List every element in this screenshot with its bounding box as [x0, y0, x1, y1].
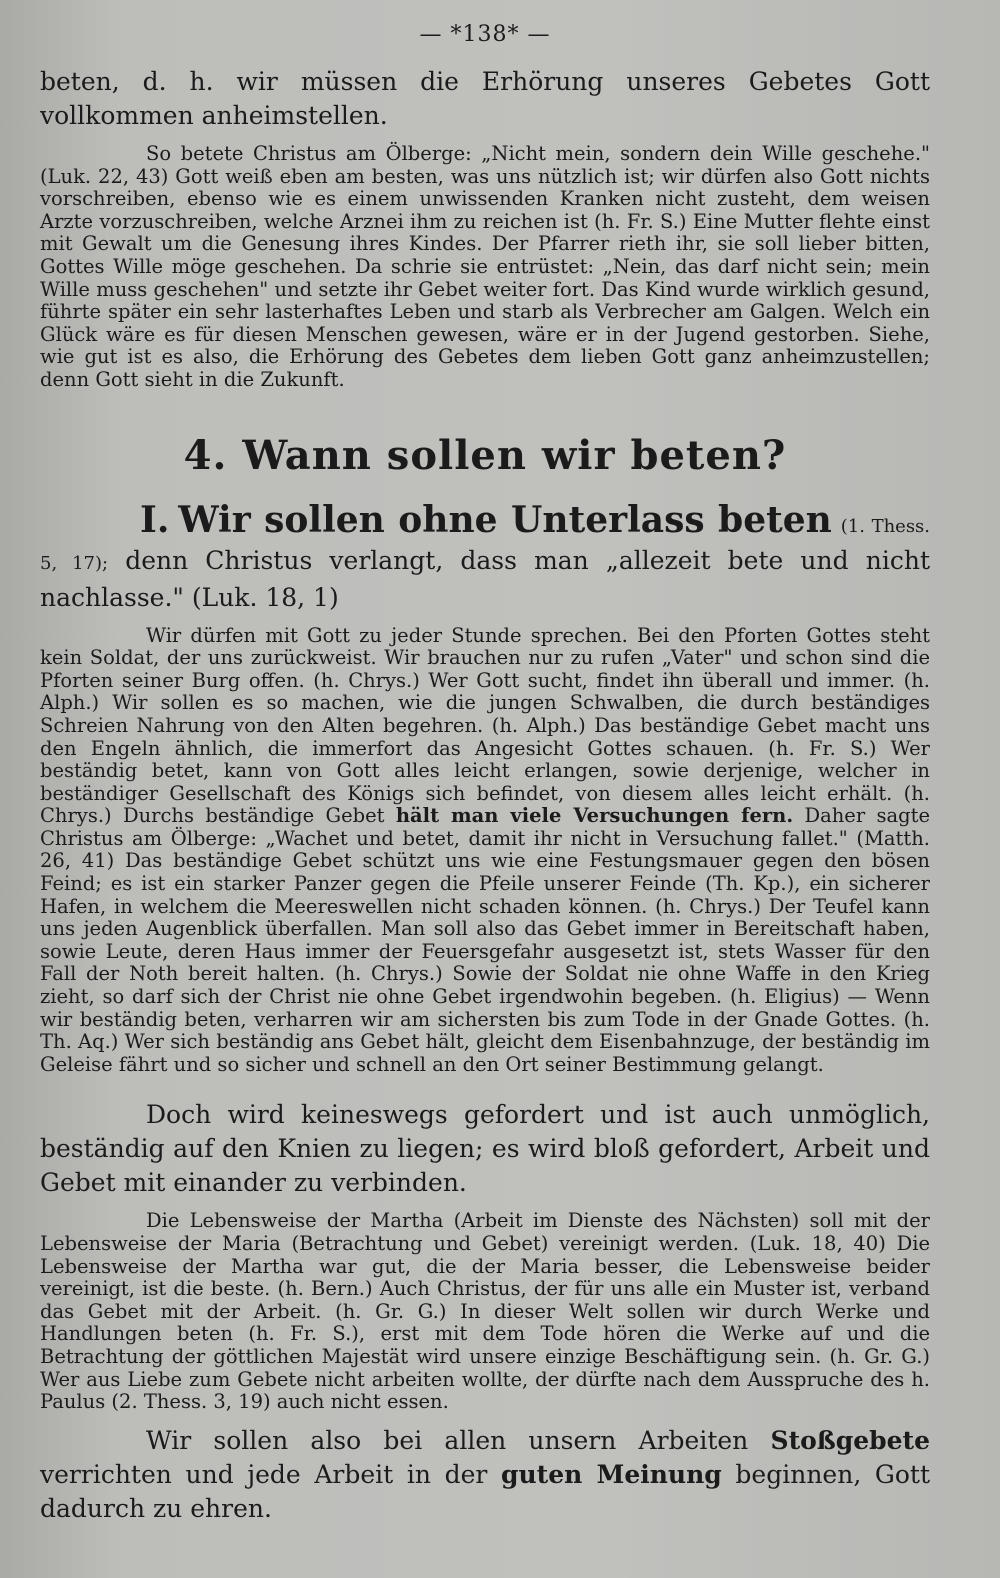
- emphasis-stossgebete: Stoßgebete: [770, 1425, 931, 1455]
- section-title: 4. Wann sollen wir beten?: [183, 431, 787, 479]
- rule-heading: [40, 498, 931, 615]
- rule-reference: (1. Thess. 5, 17);: [40, 515, 931, 574]
- rule-title: Wir sollen ohne Unterlass beten: [178, 498, 832, 541]
- rule-number: I.: [140, 498, 170, 541]
- paragraph-text-b: Daher sagte Christus am Ölberge: „Wachet und betet, damit ihr nicht in Versuchung fallet." (Matth. 26, 41) Das beständige Gebet schützt uns wie eine Festungsmauer gegen den bösen Feind; es ist ein starker Panzer gegen die Pfeile unserer Feinde (Th. Kp.), ein sicherer Hafen, in welchem die Meereswellen nicht schaden können. (h. Chrys.) Der Teufel kann uns jeden Augenblick überfallen. Man soll also das Gebet immer in Bereitschaft haben, sowie Leute, deren Haus immer der Feuersgefahr ausgesetzt ist, stets Wasser für den Fall der Noth bereit halten. (h. Chrys.) Sowie der Soldat nie ohne Waffe in den Krieg zieht, so darf sich der Christ nie ohne Gebet irgendwohin begeben. (h. Eligius) — Wenn wir beständig beten, verharren wir am sichersten bis zum Tode in der Gnade Gottes. (h. Th. Aq.) Wer sich beständig ans Gebet hält, gleicht dem Eisenbahnzuge, der beständig im Geleise fährt und so sicher und schnell an den Ort seiner Bestimmung gelangt.: [40, 804, 930, 1076]
- paragraph-conclusion: [40, 1424, 930, 1526]
- page-number: — *138* —: [419, 22, 551, 47]
- paragraph-olberg: So betete Christus am Ölberge: „Nicht mein, sondern dein Wille geschehe." (Luk. 22, 43) Gott weiß eben am besten, was uns nützlich ist; wir dürfen also Gott nichts vorschreiben, ebenso wie es einem unwissenden Kranken nicht zusteht, dem weisen Arzte vorzuschreiben, welche Arznei ihm zu reichen ist (h. Fr. S.) Eine Mutter flehte einst mit Gewalt um die Genesung ihres Kindes. Der Pfarrer rieth ihr, sie soll lieber bitten, Gottes Wille möge geschehen. Da schrie sie entrüstet: „Nein, das darf nicht sein; mein Wille muss geschehen" und setzte ihr Gebet weiter fort. Das Kind wurde wirklich gesund, führte später ein sehr lasterhaftes Leben und starb als Verbrecher am Galgen. Welch ein Glück wäre es für diesen Menschen gewesen, wäre er in der Jugend gestorben. Siehe, wie gut ist es also, die Erhörung des Gebetes dem lieben Gott ganz anheimzustellen; denn Gott sieht in die Zukunft.: [40, 142, 930, 391]
- paragraph-text-a: Wir dürfen mit Gott zu jeder Stunde sprechen. Bei den Pforten Gottes steht kein Soldat, der uns zurückweist. Wir brauchen nur zu rufen „Vater" und schon sind die Pforten seiner Burg offen. (h. Chrys.) Wer Gott sucht, findet ihn überall und immer. (h. Alph.) Wir sollen es so machen, wie die jungen Schwalben, die durch beständiges Schreien Nahrung von den Alten begehren. (h. Alph.) Das beständige Gebet macht uns den Engeln ähnlich, die immerfort das Angesicht Gottes schauen. (h. Fr. S.) Wer beständig betet, kann von Gott alles leicht erlangen, sowie derjenige, welcher in beständiger Gesellschaft des Königs sich befindet, von diesem alles leicht erhält. (h. Chrys.) Durchs beständige Gebet: [40, 623, 930, 828]
- paragraph-martha-maria: Die Lebensweise der Martha (Arbeit im Dienste des Nächsten) soll mit der Lebensweise der Maria (Betrachtung und Gebet) vereinigt werden. (Luk. 18, 40) Die Lebensweise der Martha war gut, die der Maria besser, die Lebensweise beider vereinigt, ist die beste. (h. Bern.) Auch Christus, der für uns alle ein Muster ist, verband das Gebet mit der Arbeit. (h. Gr. G.) In dieser Welt sollen wir durch Werke und Handlungen beten (h. Fr. S.), erst mit dem Tode hören die Werke auf und die Betrachtung der göttlichen Majestät wird unsere einzige Beschäftigung sein. (h. Gr. G.) Wer aus Liebe zum Gebete nicht arbeiten wollte, der dürfte nach dem Ausspruche des h. Paulus (2. Thess. 3, 19) auch nicht essen.: [40, 1209, 930, 1414]
- conclusion-text-c: beginnen, Gott dadurch zu ehren.: [40, 1459, 931, 1523]
- conclusion-text-a: Wir sollen also bei allen unsern Arbeiten: [146, 1425, 749, 1455]
- conclusion-text-b: verrichten und jede Arbeit in der: [40, 1459, 488, 1489]
- paragraph-unceasing-prayer: [40, 625, 930, 1077]
- emphasis-gute-meinung: guten Meinung: [500, 1459, 722, 1489]
- paragraph-work-and-prayer: Doch wird keineswegs gefordert und ist auch unmöglich, beständig auf den Knien zu liegen; es wird bloß gefordert, Arbeit und Gebet mit einander zu verbinden.: [40, 1100, 930, 1198]
- paragraph-continuation: beten, d. h. wir müssen die Erhörung unseres Gebetes Gott vollkommen anheimstellen.: [40, 67, 930, 130]
- rule-text: denn Christus verlangt, dass man „allezeit bete und nicht nachlasse." (Luk. 18, 1): [40, 545, 930, 612]
- emphasis-text: hält man viele Versuchungen fern.: [395, 804, 794, 828]
